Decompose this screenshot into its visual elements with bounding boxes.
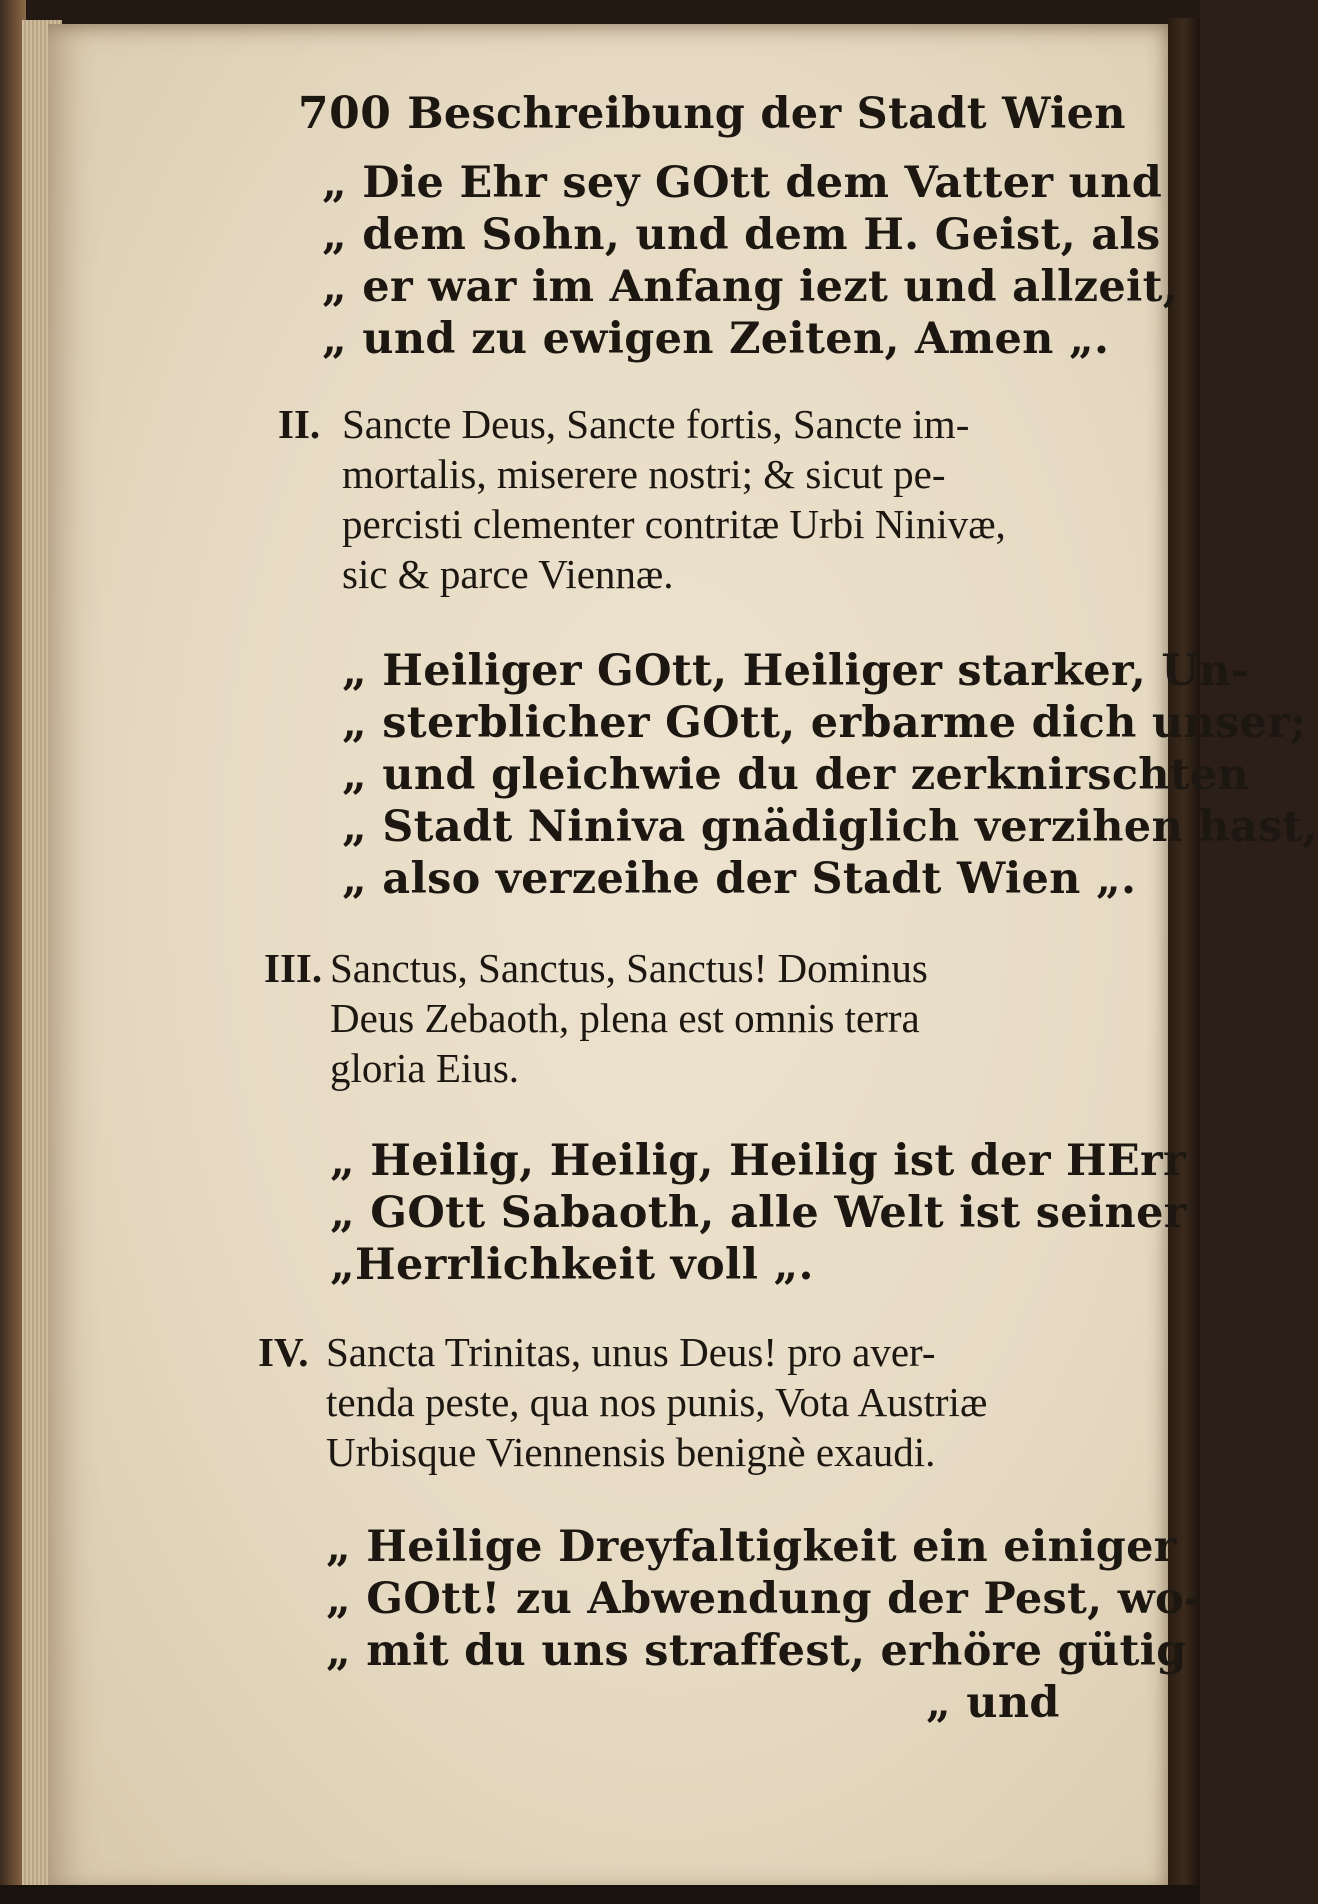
section-numeral: IV.	[258, 1329, 309, 1375]
latin-line: Sancta Trinitas, unus Deus! pro aver-	[326, 1329, 936, 1375]
latin-line: Urbisque Viennensis benignè exaudi.	[326, 1429, 936, 1475]
german-line: „ dem Sohn, und dem H. Geist, als	[322, 210, 1161, 260]
latin-line: mortalis, miserere nostri; & sicut pe-	[342, 451, 946, 497]
german-line: „Herrlichkeit voll „.	[330, 1240, 814, 1290]
page-number: 700	[298, 88, 392, 139]
section-numeral: III.	[264, 945, 323, 991]
latin-line: gloria Eius.	[330, 1045, 520, 1091]
german-line: „ sterblicher GOtt, erbarme dich unser;	[342, 698, 1307, 748]
catchword: „ und	[926, 1678, 1060, 1728]
latin-line: Deus Zebaoth, plena est omnis terra	[330, 995, 920, 1041]
german-line: „ er war im Anfang iezt und allzeit,	[322, 262, 1179, 312]
german-line: „ Stadt Niniva gnädiglich verzihen hast,	[342, 802, 1318, 852]
german-line: „ Heilig, Heilig, Heilig ist der HErr	[330, 1136, 1186, 1186]
running-header	[298, 88, 1126, 139]
german-line: „ Heilige Dreyfaltigkeit ein einiger	[326, 1522, 1177, 1572]
german-line: „ GOtt Sabaoth, alle Welt ist seiner	[330, 1188, 1187, 1238]
german-line: „ Die Ehr sey GOtt dem Vatter und	[322, 158, 1163, 208]
section-numeral: II.	[278, 401, 321, 447]
bottom-shadow	[0, 1885, 1200, 1904]
german-line: „ und gleichwie du der zerknirschten	[342, 750, 1250, 800]
german-line: „ mit du uns straffest, erhöre gütig	[326, 1626, 1187, 1676]
latin-line: percisti clementer contritæ Urbi Ninivæ,	[342, 501, 1006, 547]
latin-line: Sanctus, Sanctus, Sanctus! Dominus	[330, 945, 928, 991]
german-line: „ also verzeihe der Stadt Wien „.	[342, 854, 1137, 904]
latin-line: sic & parce Viennæ.	[342, 551, 674, 597]
german-line: „ GOtt! zu Abwendung der Pest, wo-	[326, 1574, 1203, 1624]
german-line: „ und zu ewigen Zeiten, Amen „.	[322, 314, 1110, 364]
running-title: Beschreibung der Stadt Wien	[407, 89, 1126, 139]
latin-line: Sancte Deus, Sancte fortis, Sancte im-	[342, 401, 970, 447]
latin-line: tenda peste, qua nos punis, Vota Austriæ	[326, 1379, 988, 1425]
german-line: „ Heiliger GOtt, Heiliger starker, Un-	[342, 646, 1249, 696]
